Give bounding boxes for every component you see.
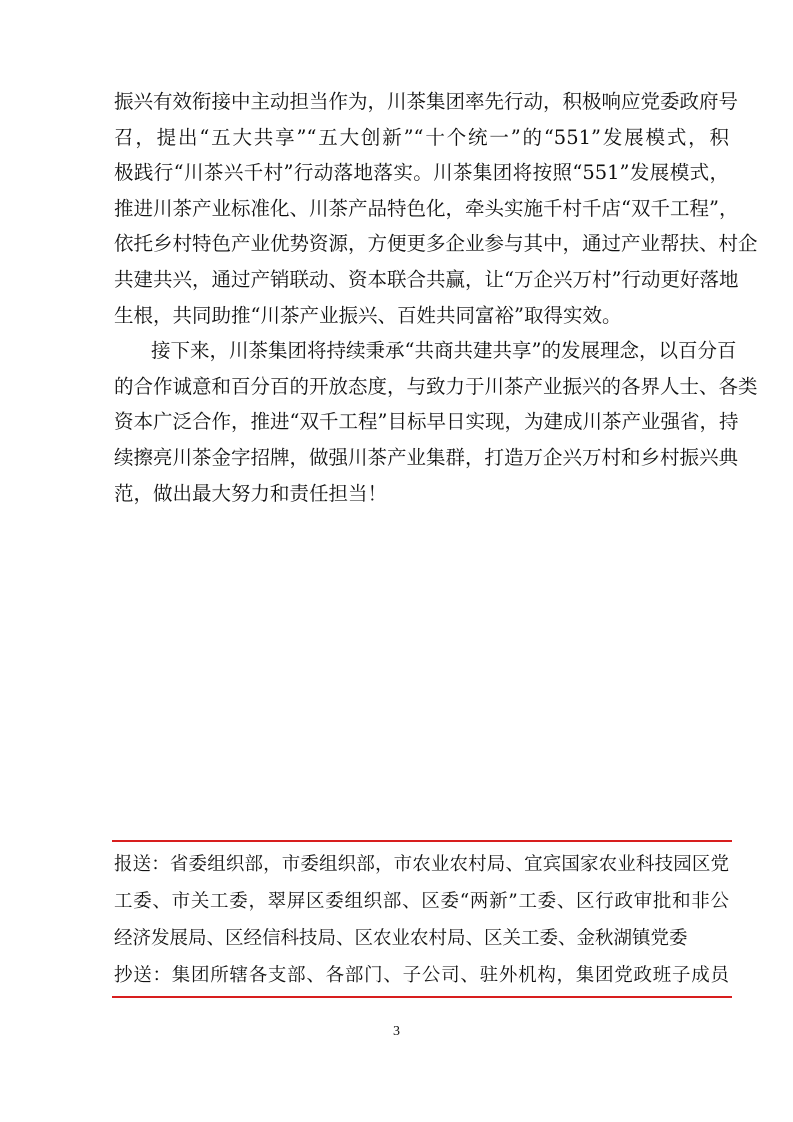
paragraph-2-line: 范，做出最大努力和责任担当！ xyxy=(114,481,388,505)
body-text xyxy=(114,84,758,511)
paragraph-2-line: 的合作诚意和百分百的开放态度，与致力于川茶产业振兴的各界人士、各类 xyxy=(114,374,758,398)
page-number: 3 xyxy=(393,1024,400,1039)
paragraph-1-line: 极践行“川茶兴千村”行动落地落实。川茶集团将按照“551”发展模式， xyxy=(114,161,729,185)
paragraph-1-line: 生根，共同助推“川茶产业振兴、百姓共同富裕”取得实效。 xyxy=(114,303,622,327)
copy-to-line: 抄送：集团所辖各支部、各部门、子公司、驻外机构，集团党政班子成员 xyxy=(114,965,729,986)
paragraph-2-line: 资本广泛合作，推进“双千工程”目标早日实现，为建成川茶产业强省，持 xyxy=(114,410,739,434)
report-to-block xyxy=(114,846,729,957)
red-divider-top xyxy=(112,840,732,842)
paragraph-1-line: 共建共兴，通过产销联动、资本联合共赢，让“万企兴万村”行动更好落地 xyxy=(114,267,739,291)
report-to-line: 经济发展局、区经信科技局、区农业农村局、区关工委、金秋湖镇党委 xyxy=(114,928,688,949)
paragraph-2-line: 续擦亮川茶金字招牌，做强川茶产业集群，打造万企兴万村和乡村振兴典 xyxy=(114,445,739,469)
red-divider-bottom xyxy=(112,996,732,998)
report-to-line: 报送：省委组织部，市委组织部，市农业农村局、宜宾国家农业科技园区党 xyxy=(114,854,729,875)
paragraph-2 xyxy=(114,333,758,511)
paragraph-2-line: 接下来，川茶集团将持续秉承“共商共建共享”的发展理念，以百分百 xyxy=(151,339,737,363)
paragraph-1 xyxy=(114,84,758,333)
paragraph-1-line: 振兴有效衔接中主动担当作为，川茶集团率先行动，积极响应党委政府号 xyxy=(114,90,739,113)
paragraph-1-line: 召，提出“五大共享”“五大创新”“十个统一”的“551”发展模式，积 xyxy=(114,125,729,149)
paragraph-1-line: 推进川茶产业标准化、川茶产品特色化，牵头实施千村千店“双千工程”， xyxy=(114,196,739,220)
report-to-line: 工委、市关工委，翠屏区委组织部、区委“两新”工委、区行政审批和非公 xyxy=(114,891,729,912)
distribution-list xyxy=(114,846,729,994)
paragraph-1-line: 依托乡村特色产业优势资源，方便更多企业参与其中，通过产业帮扶、村企 xyxy=(114,232,758,256)
copy-to-block xyxy=(114,957,729,994)
